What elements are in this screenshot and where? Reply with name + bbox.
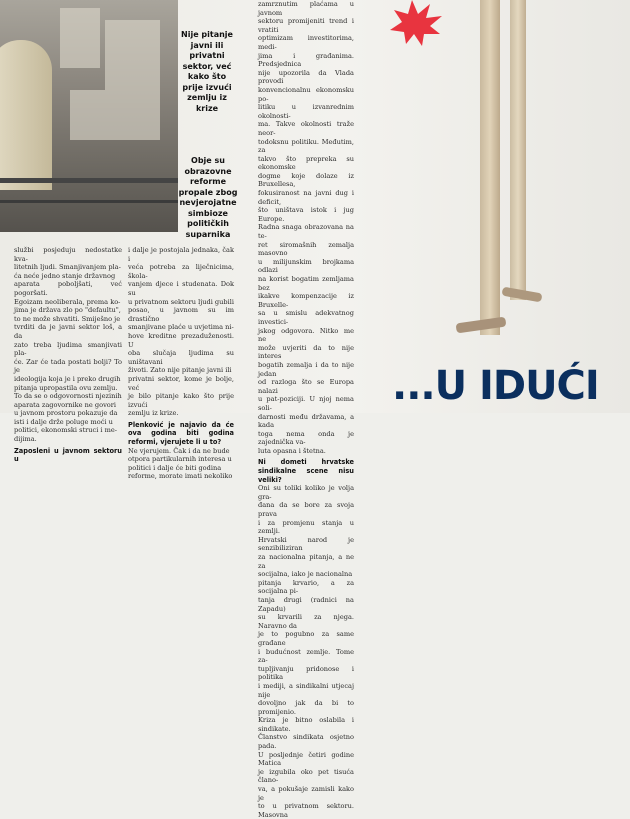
text-line: litiku u izvanrednim okolnosti- [258,103,354,120]
text-line: to ne može shvatiti. Smiješno je [14,314,121,323]
text-line: i za promjenu stanja u zemlji. [258,518,354,536]
text-line: su krvarili za njega. Naravno da [258,613,354,630]
text-line: privatni sektor, kome je bolje, već [128,374,234,392]
article-column-a [258,0,354,819]
text-line: u javnom prostoru pokazuje da [14,409,118,418]
text-line: aparata poboljšati, već pogoršati. [14,280,122,297]
section-question: Plenković je najavio da će ova godina biti godina reformi, vjerujete li u to? [128,420,234,447]
text-line: pitanja upropastila ovu zemlju. [14,383,118,392]
text-line: aparata zagovornike ne govori [14,400,117,409]
text-line: vanjem djece i studenata. Dok su [128,280,234,297]
text-line: u pat-poziciji. U njoj nema soli- [258,395,354,412]
left-leg [480,0,500,335]
text-line: zamrznutim plaćama u javnom [258,0,354,17]
text-line: je izgubila oko pet tisuća člano- [258,767,354,785]
text-line: politici, ekonomski struci i me- [14,426,117,435]
text-line: i budućnost zemlje. Tome za- [258,647,354,665]
text-line: To da se o odgovornosti njezinih [14,392,122,401]
text-line: je to pogubno za same građane [258,630,354,647]
person-figure [0,40,52,190]
text-line: U posljednje četiri godine Matica [258,750,354,768]
text-line: reforme, morate imati nekoliko [128,472,233,481]
section-question: Ni dometi hrvatske sindikalne scene nisu veliki? [258,458,354,484]
text-line: takvo što prepreka su ekonomske [258,154,354,172]
text-line: bogatih zemalja i da to nije jedan [258,360,354,378]
text-line: zato treba ljudima smanjivati pla- [14,340,122,358]
text-line: i mediji, a sindikalni utjecaj nije [258,681,354,699]
text-line: va, a pokušaje zamisli kako je [258,785,354,802]
text-line: Ne vjerujem. Čak i da ne bude [128,446,230,455]
article-column-b [128,246,234,481]
stilt-legs-illustration [360,0,630,413]
photo-man-on-balcony [0,0,178,232]
text-line: fokusiranost na javni dug i deficit, [258,189,354,206]
red-starburst-icon [390,0,442,46]
text-line: posao, u javnom su im drastično [128,306,234,323]
text-line: ikakve kompenzacije iz Bruxelle- [258,292,354,309]
text-line: ret siromašnih zemalja masovno [258,240,354,258]
text-line: od razloga što se Europa nalazi [258,378,354,395]
text-line: ća neće jedno stanje državnog [14,271,116,280]
text-line: tupljivanju pridonose i politika [258,664,354,682]
text-line: Kriza je bitno oslabila i sindikate. [258,716,354,733]
article-headline: ...U IDUĆI [392,363,599,409]
text-line: životi. Zato nije pitanje javni ili [128,366,232,375]
text-line: nije upozorila da Vlada provodi [258,68,354,86]
text-line: Radna snaga obrazovana na te- [258,223,354,241]
text-line: sa u smislu adekvatnog investici- [258,309,354,326]
text-line: socijalna, iako je nacionalna [258,570,353,579]
text-line: politici i dalje će biti godina [128,463,222,472]
balcony-railing [0,178,178,183]
text-line: optimizam investitorima, medi- [258,34,354,51]
text-line: što uništava istok i jug Europe. [258,206,354,223]
text-line: ma. Takve okolnosti traže neor- [258,120,354,137]
text-line: i dalje je postojala jednaka, čak i [128,246,234,263]
text-line: na korist bogatim zemljama bez [258,275,354,292]
text-line: je bilo pitanje kako što prije izvući [128,392,234,409]
text-line: Egoizam neoliberala, prema ko- [14,297,121,306]
text-line: smanjivane plaće u uvjetima ni- [128,323,234,332]
text-line: će. Zar će tada postati bolji? To je [14,357,122,375]
text-line: za nacionalna pitanja, a ne za [258,553,354,570]
text-line: zemlju iz krize. [128,409,179,418]
text-line: to u privatnom sektoru. Masovna [258,802,354,819]
text-line: litetnih ljudi. Smanjivanjem pla- [14,263,121,272]
text-line: ideologija koja je i preko drugih [14,374,121,383]
text-line: jskog odgovora. Nitko me ne [258,326,354,344]
pull-quote-2: Obje su obrazovne reforme propale zbog nevjerojatne simbioze političkih suparnika [178,156,238,239]
text-line: isti i dalje drže poluge moći u [14,417,113,426]
text-line: luta opasna i štetna. [258,446,326,455]
text-line: dijima. [14,435,37,444]
text-line: u milijunskim brojkama odlazi [258,257,354,275]
text-line: veća potreba za liječnicima, škola- [128,263,234,280]
text-line: u privatnom sektoru ljudi gubili [128,297,234,306]
text-line: sektoru promijeniti trend i vratiti [258,17,354,34]
text-line: jima je država zlo po "defaultu", [14,306,121,315]
text-line: todoksnu politiku. Međutim, za [258,137,354,155]
text-line: konvencionalnu ekonomsku po- [258,85,354,103]
text-line: može uvjeriti da to nije interes [258,343,354,361]
text-line: darnosti među državama, a kada [258,412,354,430]
text-line: đana da se bore za svoja prava [258,501,354,519]
text-line: dovoljno jak da bi to promijenio. [258,699,354,716]
text-line: Oni su toliki koliko je volja gra- [258,484,354,501]
text-line: Hrvatski narod je senzibiliziran [258,535,354,553]
text-line: toga nema onda je zajednička va- [258,429,354,447]
right-leg [510,0,526,300]
section-question: Zaposleni u javnom sektoru u [14,446,122,464]
text-line: dogme koje dolaze iz Bruxellesa, [258,171,354,189]
text-line: tanja drugi (radnici na Zapadu) [258,595,354,613]
text-line: Članstvo sindikata osjetno pada. [258,733,354,751]
text-line: službi posjeduju nedostatke kva- [14,246,122,263]
text-line: tvrditi da je javni sektor loš, a da [14,323,122,340]
article-column-c [14,246,122,464]
text-line: otpora partikularnih interesa u [128,455,232,464]
text-line: pitanja krvario, a za socijalna pi- [258,578,354,596]
text-line: jima i građanima. Predsjednica [258,51,354,69]
pull-quote-1: Nije pitanje javni ili privatni sektor, već kako što prije izvući zemlju iz krize [181,30,233,113]
text-line: oba slučaja ljudima su uništavani [128,349,234,366]
text-line: hove kreditne prezaduženosti. U [128,331,234,349]
